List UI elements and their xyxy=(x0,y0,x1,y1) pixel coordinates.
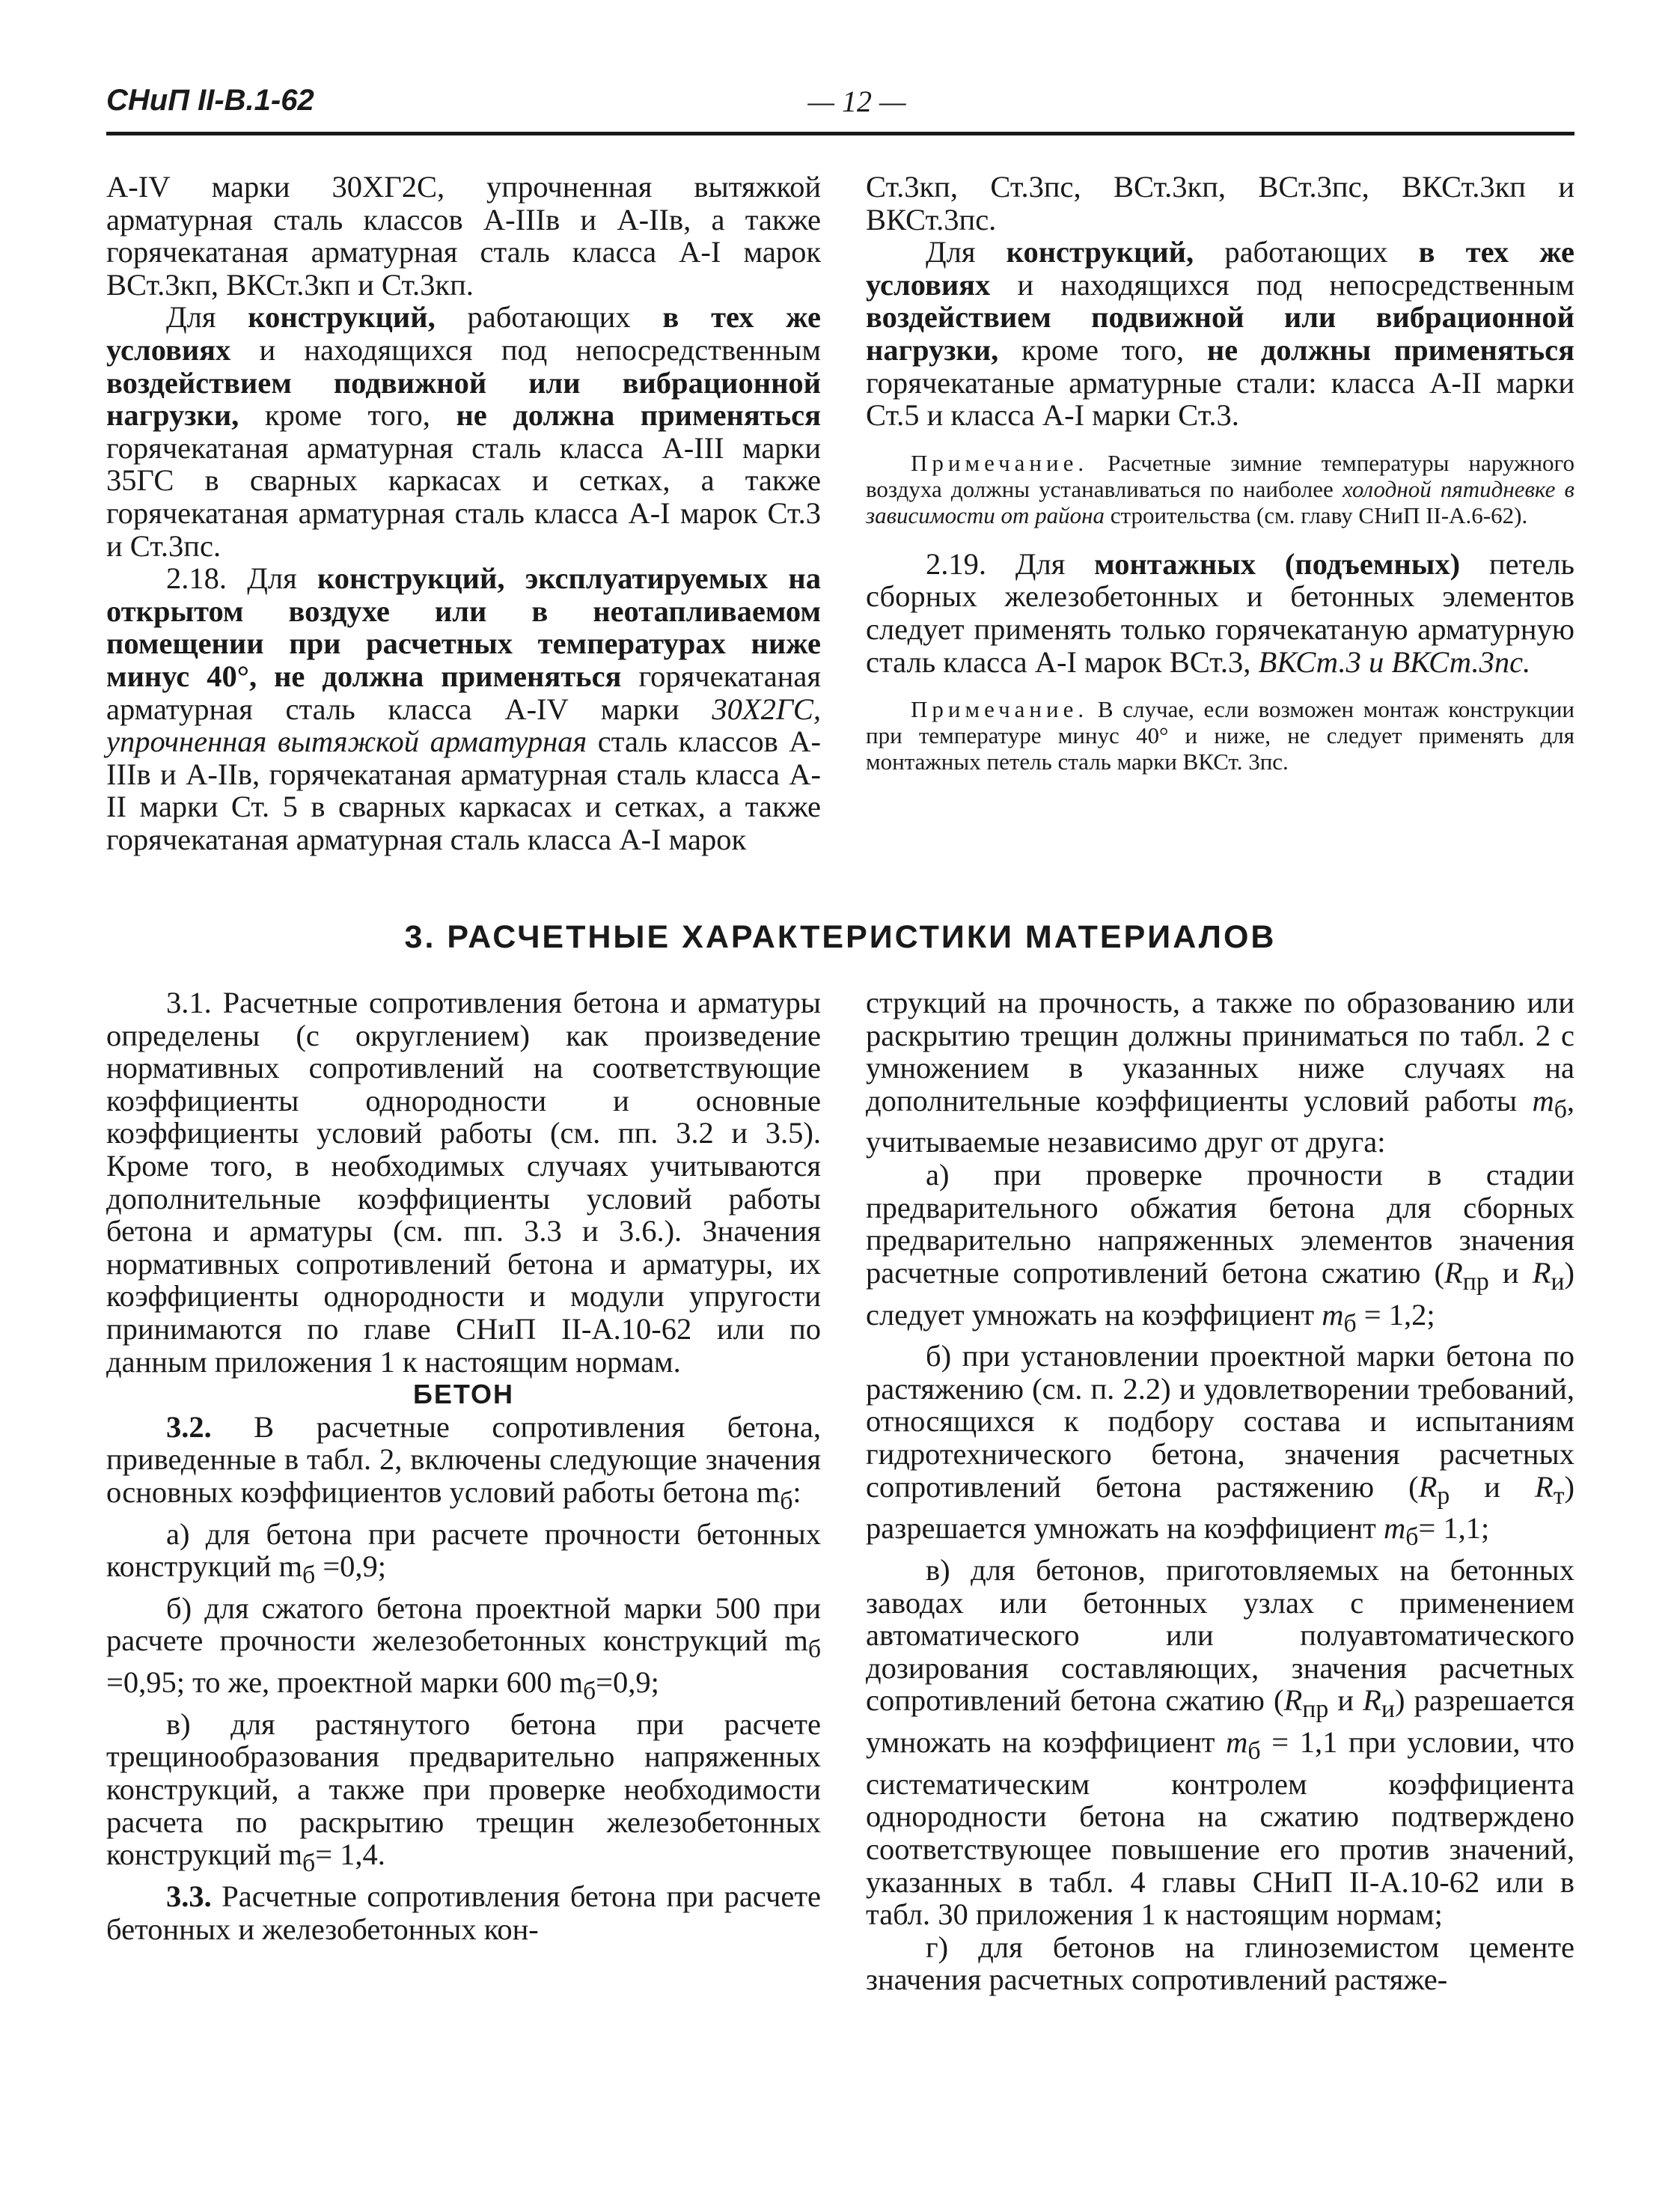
right-column-top xyxy=(866,171,1574,794)
paragraph: А-IV марки 30ХГ2С, упрочненная вытяжкой арматурная сталь классов А-IIIв и А-IIв, а также горячекатаная арматурная сталь класса А-I марок ВСт.3кп, ВКСт.3кп и Ст.3кп. xyxy=(106,170,821,302)
left-column-top xyxy=(106,171,821,856)
left-column-bottom xyxy=(106,986,821,1945)
note-2: Примечание. В случае, если возможен монтаж конструкции при температуре минус 40° и ниже, не следует применять для монтажных петель сталь марки ВКСт. 3пс. xyxy=(866,696,1574,775)
list-item-a: а) при проверке прочности в стадии предварительного обжатия бетона для сборных предварительно напряженных элементов значения расчетные сопротивлений бетона сжатию ($R_{пр}$ и $R_и$) следует умножать на коэффициент $m_б = 1,2$; xyxy=(866,1158,1574,1338)
clause-3-1: 3.1. Расчетные сопротивления бетона и арматуры определены (с округлением) как произведение нормативных сопротивлений на соответствующие коэффициенты однородности и основные коэффициенты условий работы (см. пп. 3.2 и 3.5). Кроме того, в необходимых случаях учитываются дополнительные коэффициенты условий работы бетона и арматуры (см. пп. 3.3 и 3.6.). Значения нормативных сопротивлений бетона и арматуры, их коэффициенты однородности и модули упругости принимаются по главе СНиП II-А.10-62 или по данным приложения 1 к настоящим нормам. xyxy=(106,986,821,1379)
paragraph: Для конструкций, работающих в тех же условиях и находящихся под непосредственным воздействием подвижной или вибрационной нагрузки, кроме того, не должны применяться горячекатаные арматурные стали: класса А-II марки Ст.5 и класса А-I марки Ст.3. xyxy=(866,235,1575,433)
paragraph: струкций на прочность, а также по образованию или раскрытию трещин должны приниматься по табл. 2 с умножением в указанных ниже случаях на дополнительные коэффициенты условий работы $m_б$, учитываемые независимо друг от друга: xyxy=(866,986,1574,1159)
right-column-bottom xyxy=(866,986,1574,1996)
list-item-b: б) для сжатого бетона проектной марки 500 при расчете прочности железобетонных конструкций $m_б =0,95$; то же, проектной марки 600 $m_б=0,9$; xyxy=(106,1591,821,1706)
list-item-c: в) для бетонов, приготовляемых на бетонных заводах или бетонных узлах с применением автоматического или полуавтоматического дозирования составляющих, значения расчетных сопротивлений бетона сжатию ($R_{пр}$ и $R_и$) разрешается умножать на коэффициент $m_б = 1,1$ при условии, что систематическим контролем коэффициента однородности бетона на сжатию подтверждено соответствующее повышение его против значений, указанных в табл. 4 главы СНиП II-А.10-62 или в табл. 30 приложения 1 к настоящим нормам; xyxy=(866,1552,1574,1932)
clause-3-3: 3.3. Расчетные сопротивления бетона при расчете бетонных и железобетонных кон- xyxy=(106,1879,821,1946)
section-title: 3. РАСЧЕТНЫЕ ХАРАКТЕРИСТИКИ МАТЕРИАЛОВ xyxy=(404,919,1277,955)
paragraph: Ст.3кп, Ст.3пс, ВСт.3кп, ВСт.3пс, ВКСт.3кп и ВКСт.3пс. xyxy=(866,170,1574,237)
list-item-a: а) для бетона при расчете прочности бетонных конструкций $m_б =0,9$; xyxy=(106,1516,821,1590)
page-number: — 12 — xyxy=(807,85,906,118)
clause-2-19: 2.19. Для монтажных (подъемных) петель сборных железобетонных и бетонных элементов следует применять только горячекатаную арматурную сталь класса А-I марок ВСт.3, ВКСт.3 и ВКСт.3пс. xyxy=(866,546,1574,679)
clause-2-18: 2.18. Для конструкций, эксплуатируемых на открытом воздухе или в неотапливаемом помещении при расчетных температурах ниже минус 40°, не должна применяться горячекатаная арматурная сталь класса А-IV марки 30Х2ГС, упрочненная вытяжкой арматурная сталь классов А-IIIв и А-IIв, горячекатаная арматурная сталь класса А-II марки Ст. 5 в сварных каркасах и сетках, а также горячекатаная арматурная сталь класса А-I марок xyxy=(106,561,822,856)
list-item-b: б) при установлении проектной марки бетона по растяжению (см. п. 2.2) и удовлетворении требований, относящихся к подбору состава и испытаниям гидротехнического бетона, значения расчетных сопротивлений бетона растяжению ($R_р$ и $R_т$) разрешается умножать на коэффициент $m_б= 1,1$; xyxy=(866,1339,1574,1552)
clause-3-2: 3.2. В расчетные сопротивления бетона, приведенные в табл. 2, включены следующие значения основных коэффициентов условий работы бетона $m_б$: xyxy=(106,1409,821,1515)
paragraph: Для конструкций, работающих в тех же условиях и находящихся под непосредственным воздействием подвижной или вибрационной нагрузки, кроме того, не должна применяться горячекатаная арматурная сталь класса А-III марки 35ГС в сварных каркасах и сетках, а также горячекатаная арматурная сталь класса А-I марок Ст.3 и Ст.3пс. xyxy=(106,300,822,563)
subsection-heading: БЕТОН xyxy=(413,1379,514,1410)
document-code: СНиП II-В.1-62 xyxy=(106,84,314,117)
note-1: Примечание. Расчетные зимние температуры наружного воздуха должны устанавливаться по наиболее холодной пятидневке в зависимости от района строительства (см. главу СНиП II-А.6-62). xyxy=(866,449,1574,528)
list-item-d: г) для бетонов на глиноземистом цементе значения расчетных сопротивлений растяже- xyxy=(866,1930,1574,1997)
list-item-c: в) для растянутого бетона при расчете трещинообразования предварительно напряженных конструкций, а также при проверке необходимости расчета по раскрытию трещин железобетонных конструкций $m_б= 1,4$. xyxy=(106,1707,821,1878)
header-rule xyxy=(106,132,1574,135)
